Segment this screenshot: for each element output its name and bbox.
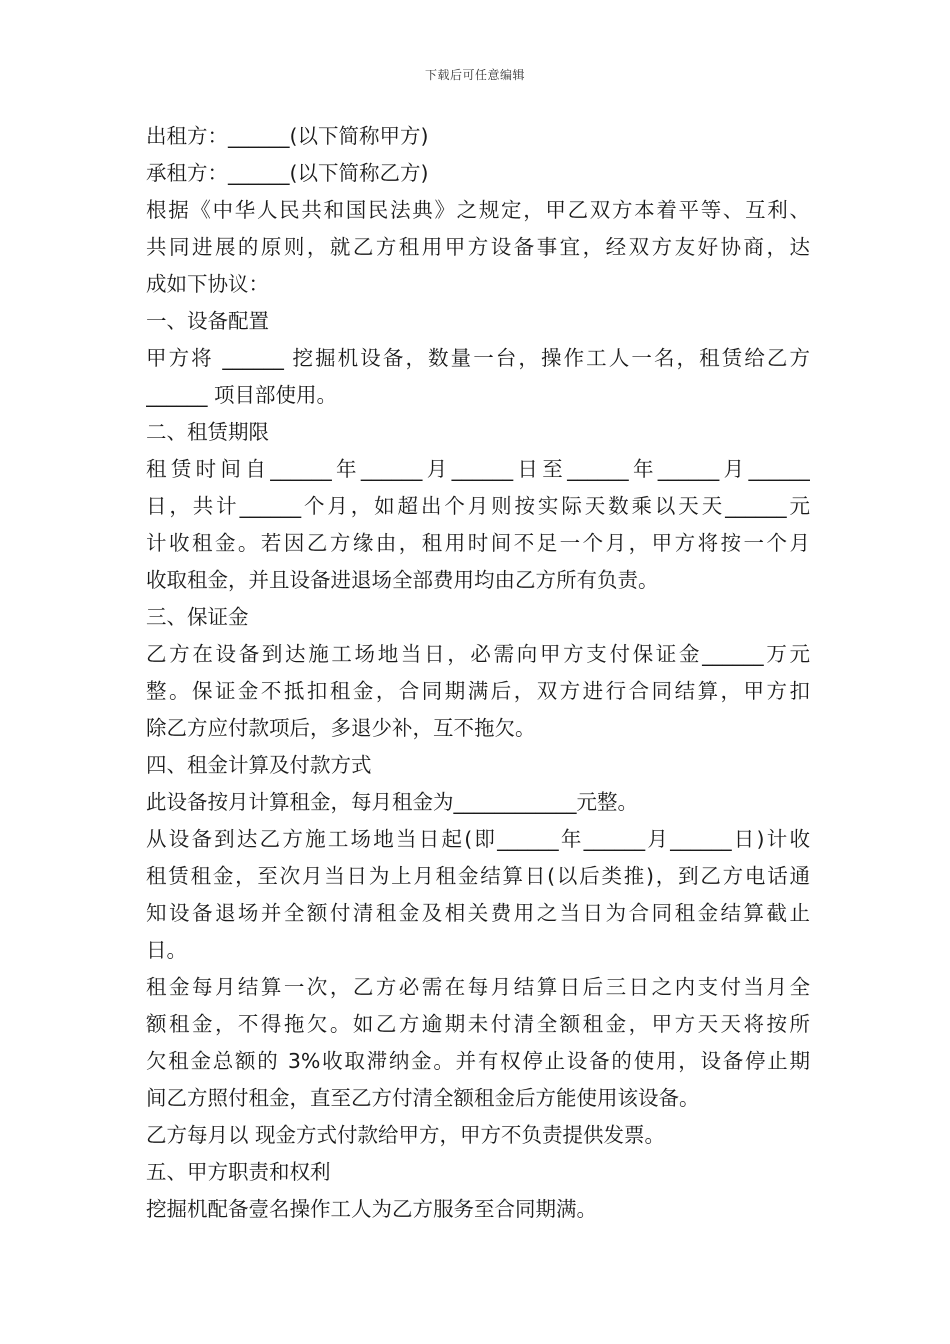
document-body xyxy=(146,118,810,1228)
document-line: 整。保证金不抵扣租金，合同期满后，双方进行合同结算，甲方扣 xyxy=(146,679,810,703)
document-line: 额租金，不得拖欠。如乙方逾期未付清全额租金，甲方天天将按所 xyxy=(146,1012,810,1036)
document-line: 甲方将 ______ 挖掘机设备，数量一台，操作工人一名，租赁给乙方 xyxy=(146,346,810,370)
document-line: 一、设备配置 xyxy=(146,309,269,333)
document-line: 共同进展的原则，就乙方租用甲方设备事宜，经双方友好协商，达 xyxy=(146,235,810,259)
document-line: 间乙方照付租金，直至乙方付清全额租金后方能使用该设备。 xyxy=(146,1086,700,1110)
document-line: 五、甲方职责和权利 xyxy=(146,1160,331,1184)
document-line: 二、租赁期限 xyxy=(146,420,269,444)
page-header-note: 下载后可任意编辑 xyxy=(424,68,525,82)
document-line: 从设备到达乙方施工场地当日起(即______年______月______日)计收 xyxy=(146,827,810,851)
document-line: 日，共计______个月，如超出个月则按实际天数乘以天天______元 xyxy=(146,494,810,518)
document-line: 承租方：______(以下简称乙方) xyxy=(146,161,429,185)
document-line: 计收租金。若因乙方缘由，租用时间不足一个月，甲方将按一个月 xyxy=(146,531,810,555)
document-line: 日。 xyxy=(146,938,187,962)
document-line: 挖掘机配备壹名操作工人为乙方服务至合同期满。 xyxy=(146,1197,597,1221)
document-line: 乙方在设备到达施工场地当日，必需向甲方支付保证金______万元 xyxy=(146,642,810,666)
document-line: 出租方：______(以下简称甲方) xyxy=(146,124,429,148)
document-line: ______ 项目部使用。 xyxy=(146,383,338,407)
document-line: 知设备退场并全额付清租金及相关费用之当日为合同租金结算截止 xyxy=(146,901,810,925)
document-line: 租金每月结算一次，乙方必需在每月结算日后三日之内支付当月全 xyxy=(146,975,810,999)
document-line: 根据《中华人民共和国民法典》之规定，甲乙双方本着平等、互利、 xyxy=(146,198,810,222)
document-line: 三、保证金 xyxy=(146,605,249,629)
document-line: 乙方每月以 现金方式付款给甲方，甲方不负责提供发票。 xyxy=(146,1123,666,1147)
document-line: 租赁租金，至次月当日为上月租金结算日(以后类推)，到乙方电话通 xyxy=(146,864,810,888)
document-line: 四、租金计算及付款方式 xyxy=(146,753,372,777)
document-line: 收取租金，并且设备进退场全部费用均由乙方所有负责。 xyxy=(146,568,659,592)
document-line: 成如下协议： xyxy=(146,272,269,296)
document-line: 此设备按月计算租金，每月租金为____________元整。 xyxy=(146,790,638,814)
document-line: 租赁时间自______年______月______日至______年______月______ xyxy=(146,457,810,481)
document-line: 除乙方应付款项后，多退少补，互不拖欠。 xyxy=(146,716,536,740)
document-line: 欠租金总额的 3%收取滞纳金。并有权停止设备的使用，设备停止期 xyxy=(146,1049,810,1073)
